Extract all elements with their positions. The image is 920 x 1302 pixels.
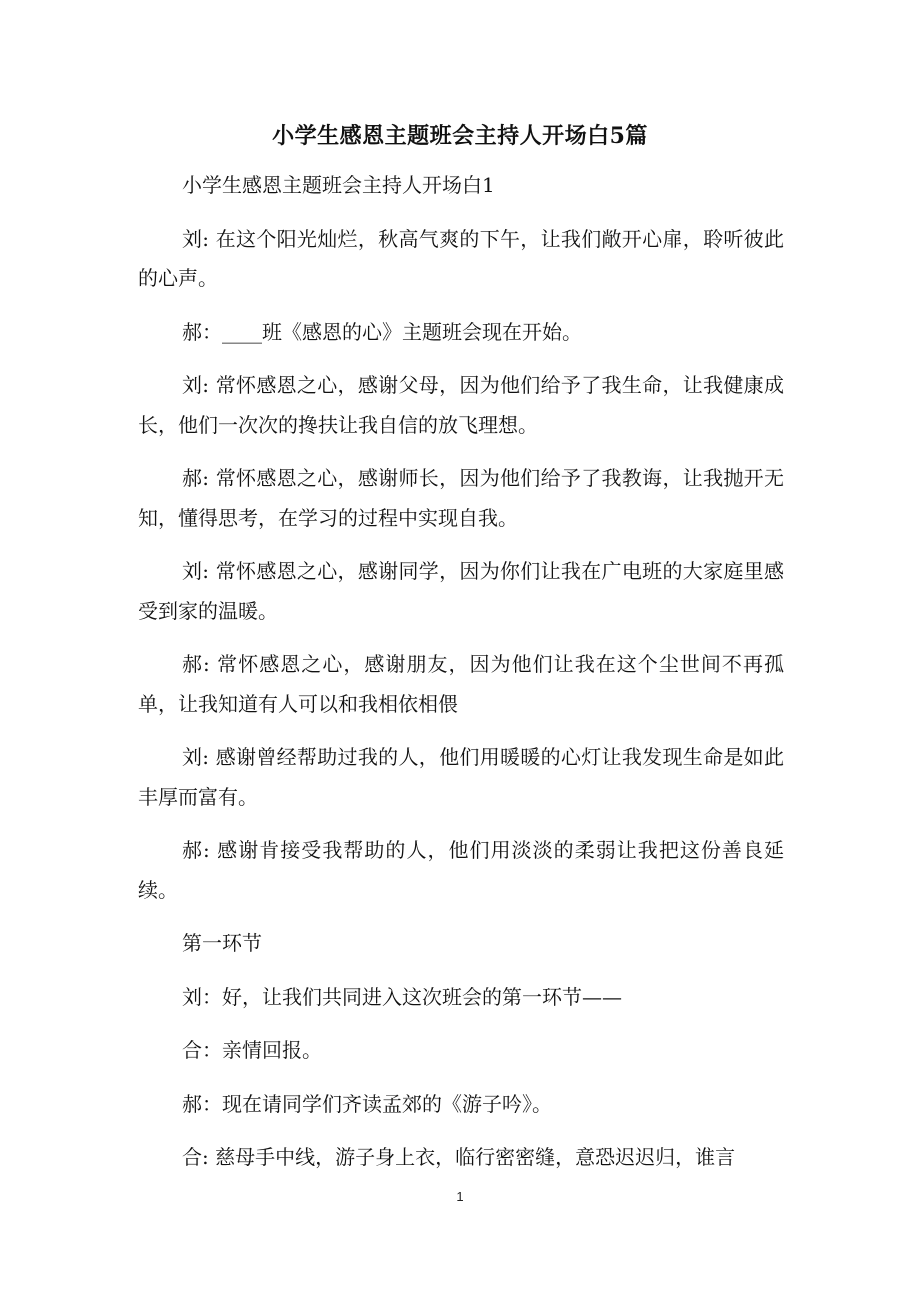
paragraph: 合：亲情回报。 [182,1038,322,1062]
paragraph-subtitle: 小学生感恩主题班会主持人开场白1 [182,173,495,197]
page-number: 1 [456,1189,464,1204]
paragraph: 郝：现在请同学们齐读孟郊的《游子吟》。 [182,1091,552,1116]
section-heading: 第一环节 [182,931,262,955]
paragraph: 刘：好，让我们共同进入这次班会的第一环节—— [182,984,622,1009]
paragraph: 郝: 常怀感恩之心，感谢朋友，因为他们让我在这个尘世间不再孤单，让我知道有人可以和我相依相偎 [138,652,784,716]
paragraph: 刘: 感谢曾经帮助过我的人，他们用暖暖的心灯让我发现生命是如此丰厚而富有。 [138,745,784,809]
paragraph: 郝：____班《感恩的心》主题班会现在开始。 [182,319,582,344]
paragraph: 郝: 常怀感恩之心，感谢师长，因为他们给予了我教诲，让我抛开无知，懂得思考，在学习的过程中实现自我。 [138,466,784,530]
document-body [138,166,784,1192]
paragraph: 刘: 常怀感恩之心，感谢同学，因为你们让我在广电班的大家庭里感受到家的温暖。 [138,559,784,623]
paragraph: 合: 慈母手中线，游子身上衣，临行密密缝，意恐迟迟归，谁言 [182,1145,736,1169]
document-title: 小学生感恩主题班会主持人开场白5篇 [272,123,648,149]
paragraph: 刘: 在这个阳光灿烂，秋高气爽的下午，让我们敞开心扉，聆听彼此的心声。 [138,226,784,290]
paragraph: 刘: 常怀感恩之心，感谢父母，因为他们给予了我生命，让我健康成长，他们一次次的搀扶让我自信的放飞理想。 [138,373,784,437]
paragraph: 郝: 感谢肯接受我帮助的人，他们用淡淡的柔弱让我把这份善良延续。 [138,838,784,902]
